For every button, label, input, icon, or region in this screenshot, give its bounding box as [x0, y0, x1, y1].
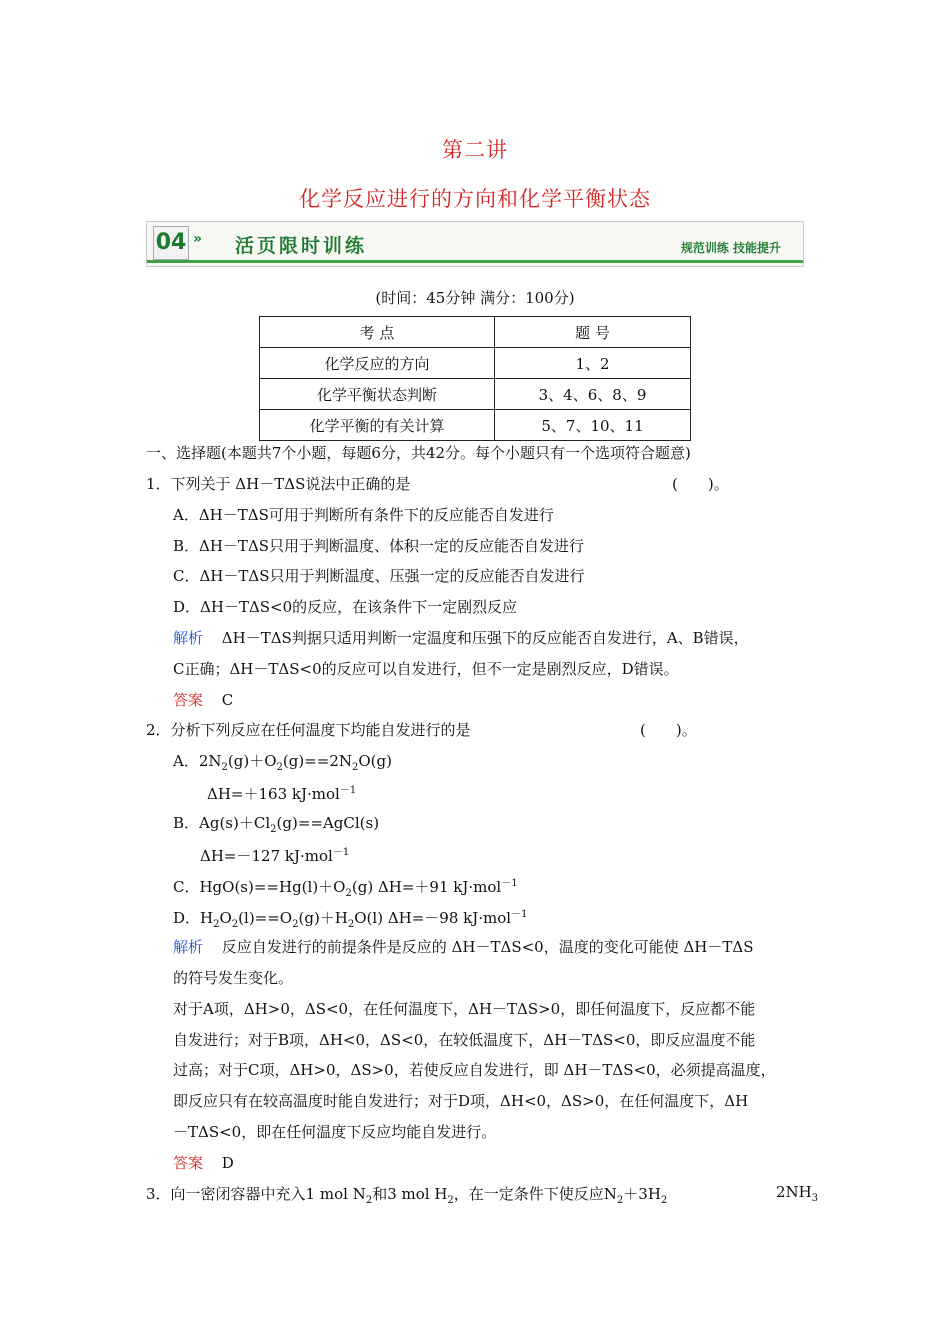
analysis-label: 解析	[173, 629, 204, 647]
q1-answer: C	[221, 691, 234, 709]
text: O(l) ΔH=－98	[354, 909, 464, 927]
lecture-title: 第二讲	[442, 138, 508, 162]
table-cell: 化学平衡的有关计算	[260, 410, 495, 441]
text: (g)＋H	[298, 909, 348, 927]
table-header: 考 点	[260, 317, 495, 348]
subscript: 2	[276, 762, 283, 773]
text: ΔH=－127	[200, 847, 285, 865]
text: 和3 mol H	[372, 1185, 448, 1203]
q1-answer-line	[173, 689, 233, 710]
text: (g)==2N	[282, 752, 352, 770]
text: ，在一定条件下使反应N	[453, 1185, 617, 1203]
subscript: 2	[292, 919, 299, 930]
q1-option-c: C．ΔH－TΔS只用于判断温度、压强一定的反应能否自发进行	[173, 567, 585, 585]
q1-option-d: D．ΔH－TΔS<0的反应，在该条件下一定剧烈反应	[173, 598, 518, 616]
text: (g)==AgCl(s)	[276, 814, 380, 832]
subscript: 2	[660, 1195, 668, 1206]
table-cell: 5、7、10、11	[495, 410, 691, 441]
unit: kJ·mol	[463, 909, 512, 927]
q1-stem: 1．下列关于 ΔH－TΔS说法中正确的是	[146, 475, 411, 493]
subscript: 3	[811, 1193, 819, 1204]
q2-answer-paren: ( )。	[640, 721, 697, 739]
topic-title: 化学反应进行的方向和化学平衡状态	[299, 187, 651, 211]
q3-stem	[146, 1183, 667, 1206]
table-cell: 化学反应的方向	[260, 348, 495, 379]
q2-analysis-text: 反应自发进行的前提条件是反应的 ΔH－TΔS<0，温度的变化可能使 ΔH－TΔS	[221, 938, 754, 956]
table-cell: 化学平衡状态判断	[260, 379, 495, 410]
text: ΔH=＋163	[207, 785, 292, 803]
q2-option-b-enthalpy	[200, 843, 349, 866]
answer-label: 答案	[173, 691, 204, 709]
q2-analysis-text: －TΔS<0，即在任何温度下反应均能自发进行。	[173, 1123, 497, 1141]
q2-option-d	[173, 905, 527, 930]
subscript: 2	[447, 1195, 454, 1206]
time-score-info: (时间：45分钟 满分：100分)	[375, 289, 575, 307]
table-header-row	[260, 317, 691, 348]
q1-analysis-line	[173, 627, 749, 648]
q1-option-a: A．ΔH－TΔS可用于判断所有条件下的反应能否自发进行	[173, 506, 554, 524]
section-banner	[146, 221, 804, 267]
unit: kJ·mol	[284, 847, 333, 865]
banner-number: 04	[153, 226, 189, 260]
q2-option-c	[173, 874, 518, 899]
table-header: 题 号	[495, 317, 691, 348]
q1-option-b: B．ΔH－TΔS只用于判断温度、体积一定的反应能否自发进行	[173, 537, 585, 555]
q2-analysis-text: 对于A项，ΔH>0，ΔS<0，在任何温度下，ΔH－TΔS>0，即任何温度下，反应都不能	[173, 1000, 756, 1018]
topic-table	[259, 316, 691, 441]
banner-slogan: 规范训练 技能提升	[680, 241, 781, 255]
unit: kJ·mol	[291, 785, 340, 803]
superscript: －1	[339, 785, 357, 796]
text: B．Ag(s)＋Cl	[173, 814, 271, 832]
table-row	[260, 410, 691, 441]
q2-option-b	[173, 812, 379, 835]
q3-product	[776, 1183, 818, 1204]
subscript: 2	[213, 919, 220, 930]
text: C．HgO(s)==Hg(l)＋O	[173, 878, 346, 896]
superscript: －1	[511, 909, 528, 920]
double-arrow-icon: »	[193, 231, 203, 247]
text: O	[219, 909, 232, 927]
q2-stem: 2．分析下列反应在任何温度下均能自发进行的是	[146, 721, 471, 739]
table-cell: 1、2	[495, 348, 691, 379]
subscript: 2	[352, 762, 359, 773]
unit: kJ·mol	[453, 878, 502, 896]
q2-analysis-line	[173, 936, 754, 957]
table-row	[260, 379, 691, 410]
text: D．H	[173, 909, 214, 927]
subscript: 2	[270, 824, 277, 835]
q2-analysis-text: 自发进行；对于B项，ΔH<0，ΔS<0，在较低温度下，ΔH－TΔS<0，即反应温度不能	[173, 1031, 756, 1049]
subscript: 2	[221, 762, 228, 773]
banner-divider	[147, 260, 803, 263]
table-row	[260, 348, 691, 379]
q2-analysis-text: 过高；对于C项，ΔH>0，ΔS>0，若使反应自发进行，即 ΔH－TΔS<0，必须提高温度，	[173, 1061, 776, 1079]
subscript: 2	[365, 1195, 373, 1206]
analysis-label: 解析	[173, 938, 204, 956]
table-cell: 3、4、6、8、9	[495, 379, 691, 410]
subscript: 2	[347, 919, 355, 930]
text: (g) ΔH=＋91	[351, 878, 454, 896]
superscript: －1	[501, 878, 518, 889]
text: O(g)	[358, 752, 392, 770]
q2-option-a-enthalpy	[207, 781, 356, 804]
banner-title: 活页限时训练	[235, 235, 368, 257]
superscript: －1	[332, 847, 350, 858]
subscript: 2	[231, 919, 239, 930]
q2-answer: D	[221, 1154, 234, 1172]
text: 3．向一密闭容器中充入1 mol N	[146, 1185, 366, 1203]
q1-analysis-text: ΔH－TΔS判据只适用判断一定温度和压强下的反应能否自发进行，A、B错误，	[221, 629, 749, 647]
text: (g)＋O	[227, 752, 277, 770]
section-heading: 一、选择题(本题共7个小题，每题6分，共42分。每个小题只有一个选项符合题意)	[146, 444, 691, 462]
text: A．2N	[173, 752, 222, 770]
answer-label: 答案	[173, 1154, 204, 1172]
text: 2NH	[776, 1183, 812, 1201]
text: (l)==O	[238, 909, 293, 927]
q2-answer-line	[173, 1152, 234, 1173]
q1-answer-paren: ( )。	[672, 475, 729, 493]
q2-analysis-text: 的符号发生变化。	[173, 969, 294, 987]
q2-analysis-text: 即反应只有在较高温度时能自发进行；对于D项，ΔH<0，ΔS>0，在任何温度下，ΔH	[173, 1092, 749, 1110]
q1-analysis-text: C正确；ΔH－TΔS<0的反应可以自发进行，但不一定是剧烈反应，D错误。	[173, 660, 679, 678]
subscript: 2	[616, 1195, 624, 1206]
text: ＋3H	[623, 1185, 661, 1203]
q2-option-a	[173, 750, 392, 773]
subscript: 2	[345, 888, 352, 899]
